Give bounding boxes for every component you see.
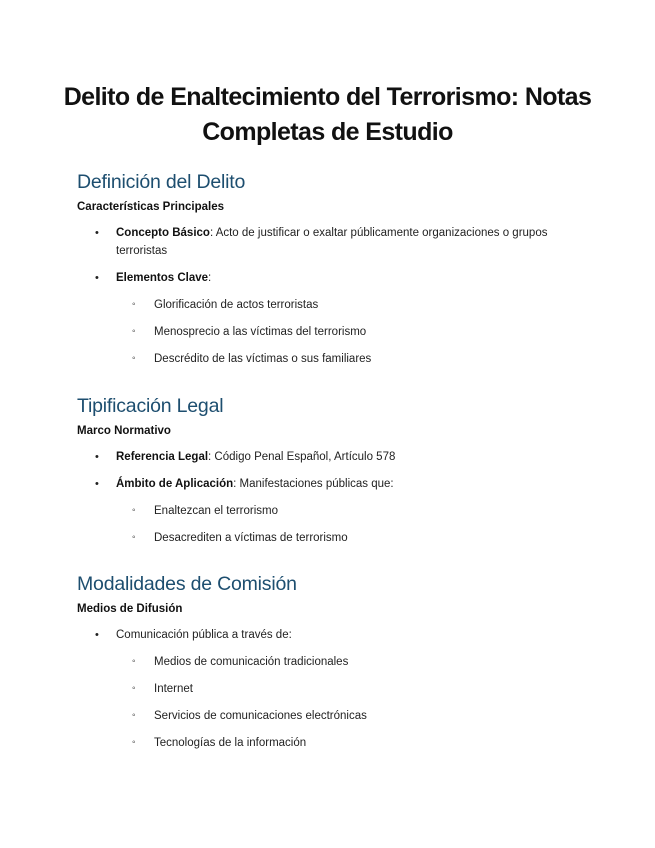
section-modalidades (77, 572, 597, 752)
sub-item-text: Medios de comunicación tradicionales (154, 656, 349, 668)
hollow-bullet-icon: ◦ (132, 737, 136, 748)
sub-list-item (77, 529, 597, 547)
bullet-icon: • (95, 629, 99, 641)
sub-list-item (77, 296, 597, 314)
item-term: Referencia Legal (116, 451, 209, 463)
bullet-list (77, 626, 597, 752)
section-heading: Tipificación Legal (77, 395, 224, 417)
item-term: Concepto Básico (116, 227, 210, 239)
hollow-bullet-icon: ◦ (132, 683, 136, 694)
sub-list-item (77, 734, 597, 752)
bullet-list (77, 448, 597, 547)
bullet-icon: • (95, 272, 99, 284)
section-heading: Definición del Delito (77, 171, 246, 193)
hollow-bullet-icon: ◦ (132, 710, 136, 721)
sub-item-text: Desacrediten a víctimas de terrorismo (154, 532, 348, 544)
section-subheading: Marco Normativo (77, 425, 171, 437)
sub-list-item (77, 350, 597, 368)
list-item (77, 475, 597, 493)
bullet-icon: • (95, 451, 99, 463)
sub-list-item (77, 323, 597, 341)
sub-list-item (77, 707, 597, 725)
item-text: Comunicación pública a través de: (116, 629, 292, 641)
item-text: : Acto de justificar o exaltar públicamente organizaciones o grupos terroristas (116, 227, 548, 257)
list-item (77, 224, 597, 260)
item-term: Ámbito de Aplicación (116, 478, 234, 490)
item-text: : (208, 272, 212, 284)
bullet-list (77, 224, 597, 368)
sub-item-text: Servicios de comunicaciones electrónicas (154, 710, 367, 722)
hollow-bullet-icon: ◦ (132, 353, 136, 364)
section-subheading: Medios de Difusión (77, 603, 183, 615)
sub-item-text: Tecnologías de la información (154, 737, 307, 749)
list-item (77, 626, 597, 644)
bullet-icon: • (95, 478, 99, 490)
list-item (77, 269, 597, 287)
item-text: : Código Penal Español, Artículo 578 (208, 451, 396, 463)
hollow-bullet-icon: ◦ (132, 505, 136, 516)
sub-item-text: Glorificación de actos terroristas (154, 299, 319, 311)
hollow-bullet-icon: ◦ (132, 299, 136, 310)
sub-item-text: Descrédito de las víctimas o sus familiares (154, 353, 372, 365)
sub-list-item (77, 680, 597, 698)
sub-item-text: Menosprecio a las víctimas del terrorismo (154, 326, 367, 338)
sub-list-item (77, 653, 597, 671)
sub-item-text: Enaltezcan el terrorismo (154, 505, 278, 517)
hollow-bullet-icon: ◦ (132, 656, 136, 667)
sub-item-text: Internet (154, 683, 193, 695)
bullet-icon: • (95, 227, 99, 239)
hollow-bullet-icon: ◦ (132, 326, 136, 337)
item-term: Elementos Clave (116, 272, 209, 284)
section-heading: Modalidades de Comisión (77, 573, 297, 595)
item-text: : Manifestaciones públicas que: (233, 478, 394, 490)
sub-list-item (77, 502, 597, 520)
hollow-bullet-icon: ◦ (132, 532, 136, 543)
section-subheading: Características Principales (77, 201, 225, 213)
list-item (77, 448, 597, 466)
section-definicion (77, 170, 597, 368)
page-title: Delito de Enaltecimiento del Terrorismo: Notas Completas de Estudio (63, 83, 592, 146)
section-tipificacion (77, 394, 597, 547)
